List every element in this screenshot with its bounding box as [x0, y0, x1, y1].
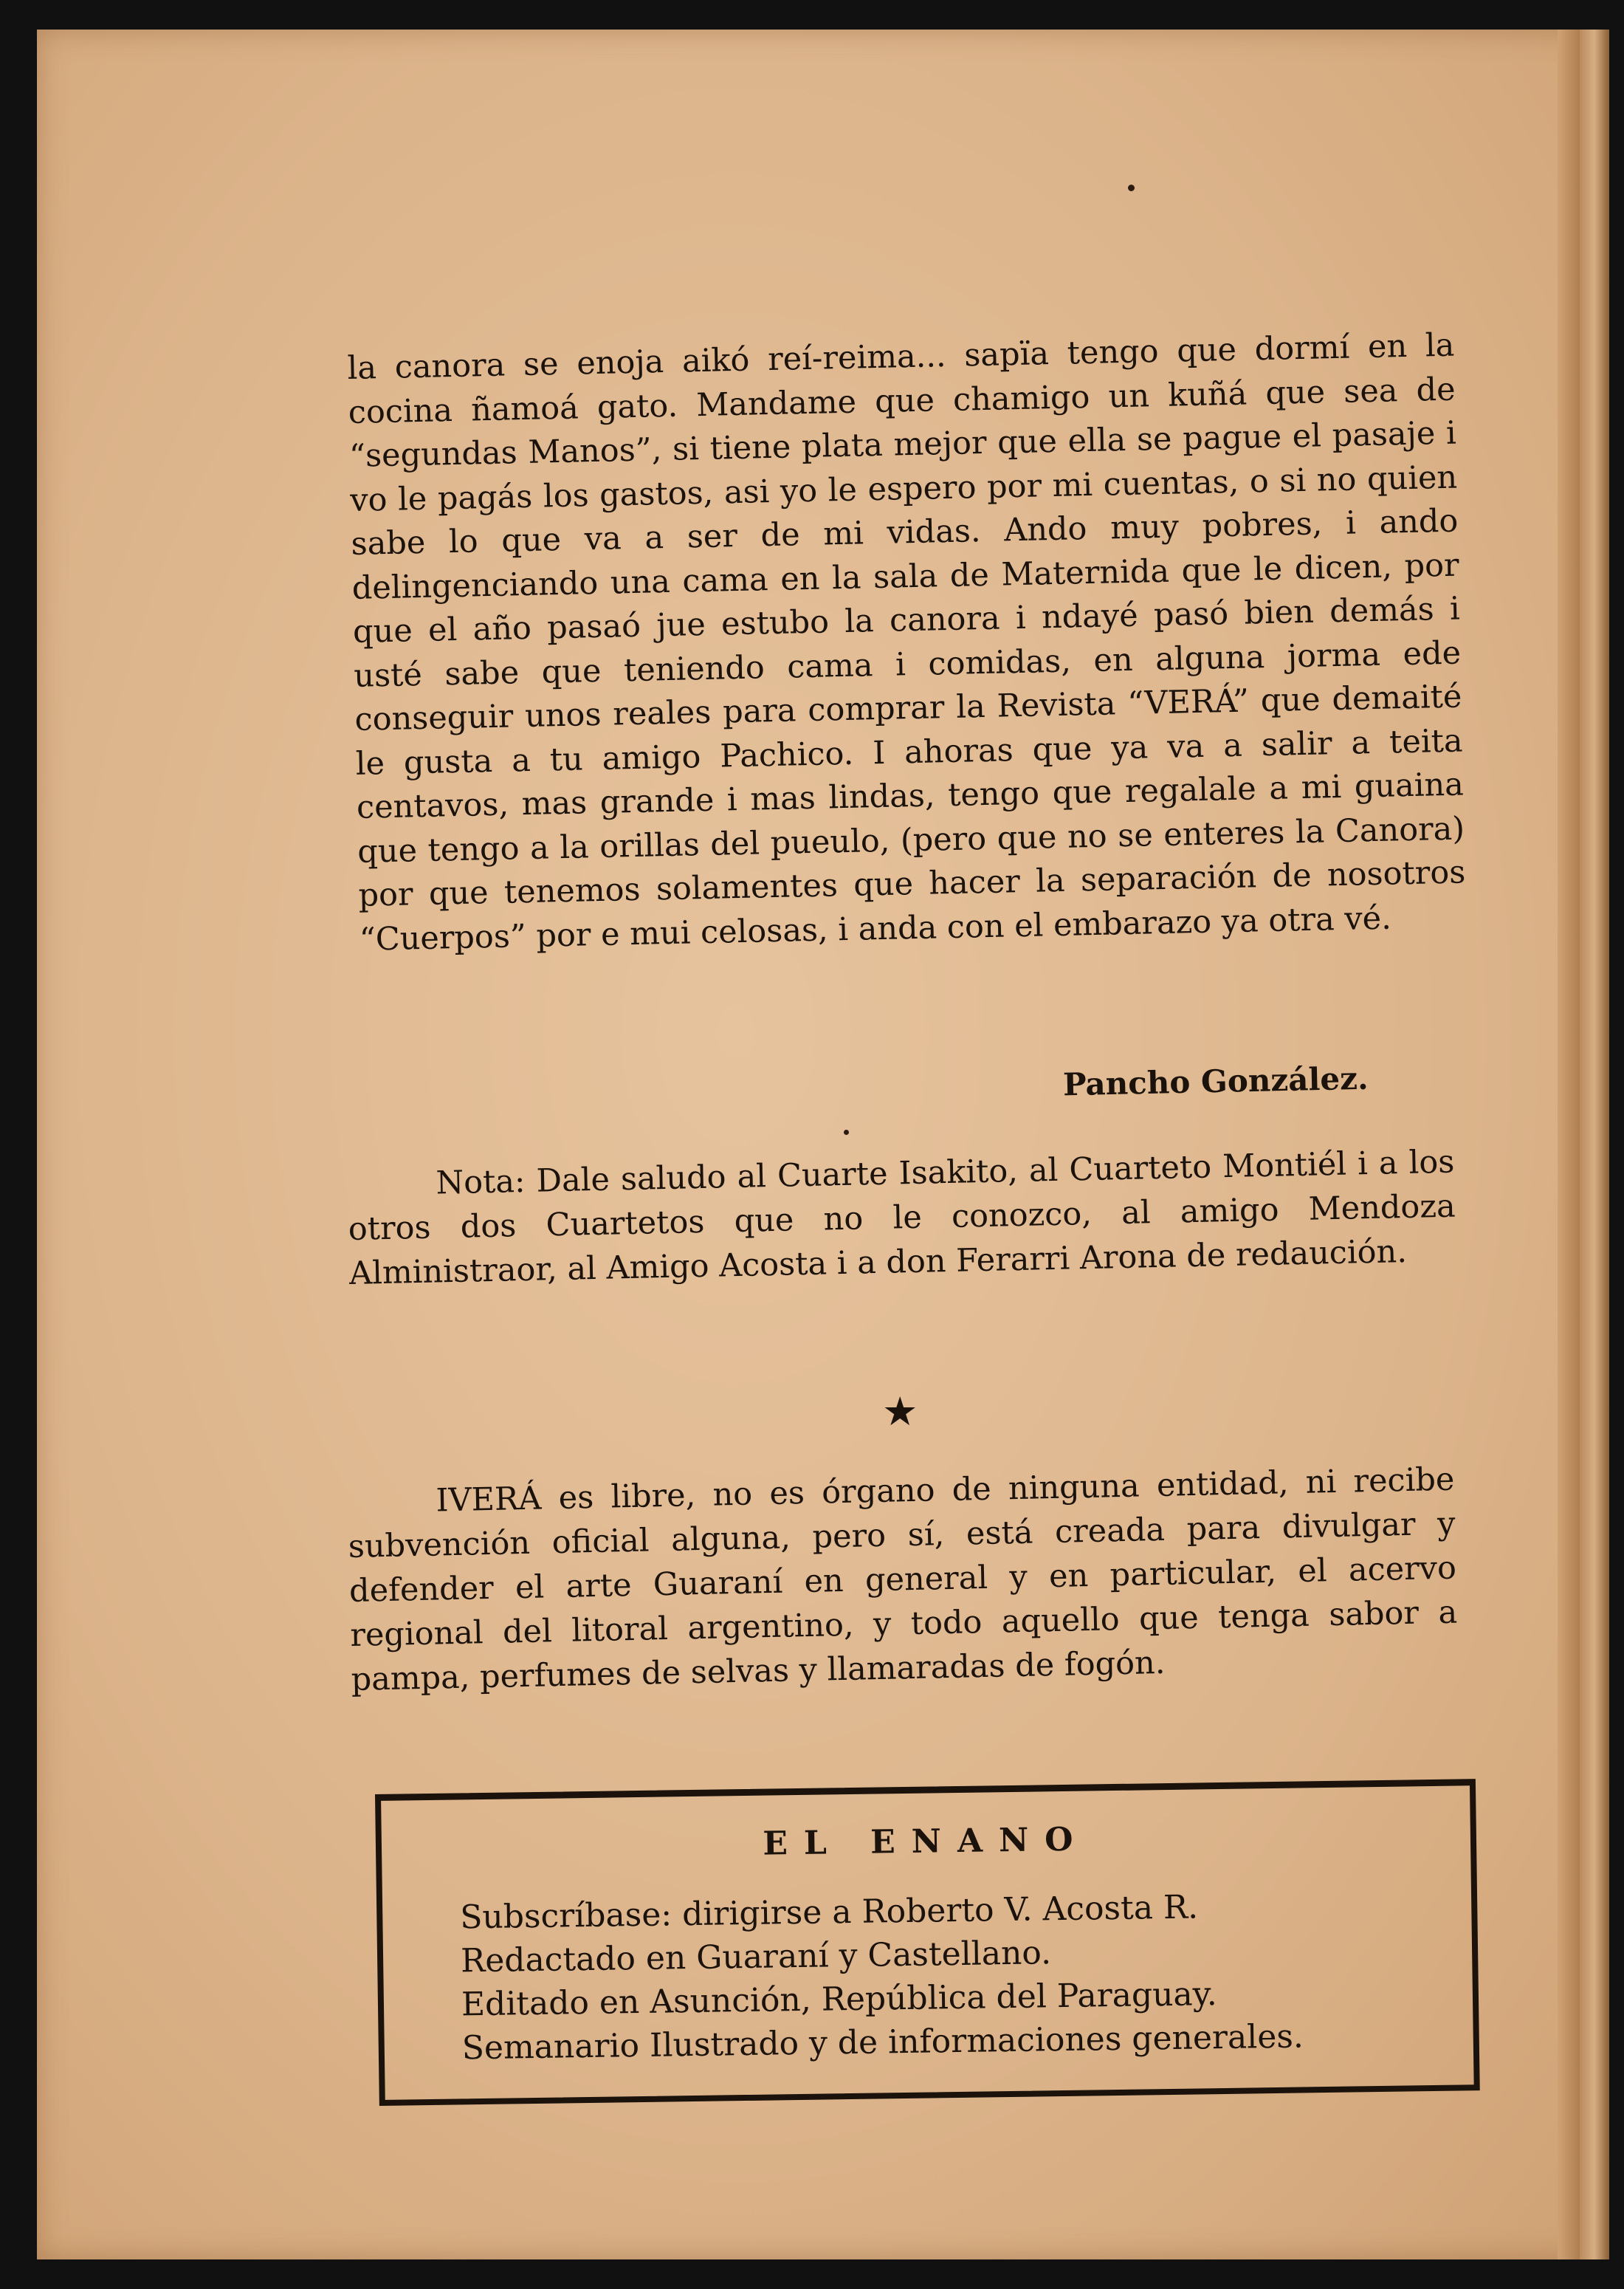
note-paragraph: Nota: Dale saludo al Cuarte Isakito, al Cuarteto Montiél i a los otros dos Cuartetos que no le conozco, al amigo Mendoza Alministraor, al Amigo Acosta i a don Ferarri Arona de redaución. [348, 1143, 1456, 1292]
letter-paragraph: la canora se enoja aikó reí-reima... sapïa tengo que dormí en la cocina ñamoá gato. Mandame que chamigo un kuñá que sea de “segundas Manos”, si tiene plata mejor que ella se pague el pasaje i vo le pagás los gastos, asi yo le espero por mi cuentas, o si no quien sabe lo que va a ser de mi vidas. Ando muy pobres, i ando delingenciando una cama en la sala de Maternida que le dicen, por que el año pasaó jue estubo la canora i ndayé pasó bien demás i usté sabe que teniendo cama i comidas, en alguna jorma ede conseguir unos reales para comprar la Revista “VERÁ” que demaité le gusta a tu amigo Pachico. I ahoras que ya va a salir a teita centavos, mas grande i mas lindas, tengo que regalale a mi guaina que tengo a la orillas del pueulo, (pero que no se enteres la Canora) por que tenemos solamentes que hacer la separación de nosotros “Cuerpos” por e mui celosas, i anda con el embarazo ya otra vé. [347, 326, 1466, 958]
ad-line: Editado en Asunción, República del Paraguay. [461, 1975, 1218, 2024]
signature: Pancho González. [1062, 1060, 1369, 1103]
advertisement-box [375, 1779, 1480, 2106]
ad-line: Redactado en Guaraní y Castellano. [460, 1934, 1052, 1980]
star-separator: ★ [882, 1388, 918, 1435]
ink-speck [844, 1130, 849, 1135]
ad-title: EL ENANO [763, 1820, 1090, 1863]
ad-lines [460, 1884, 1304, 2070]
ad-line: Semanario Ilustrado y de informaciones generales. [461, 2017, 1304, 2067]
ink-speck [1128, 185, 1135, 191]
ad-line: Subscríbase: dirigirse a Roberto V. Acosta R. [459, 1888, 1199, 1937]
about-paragraph: IVERÁ es libre, no es órgano de ninguna entidad, ni recibe subvención oficial alguna, pero sí, está creada para divulgar y defender el arte Guaraní en general y en particular, el acervo regional del litoral argentino, y todo aquello que tenga sabor a pampa, perfumes de selvas y llamaradas de fogón. [348, 1461, 1458, 1698]
next-page-edge [1580, 30, 1609, 2259]
